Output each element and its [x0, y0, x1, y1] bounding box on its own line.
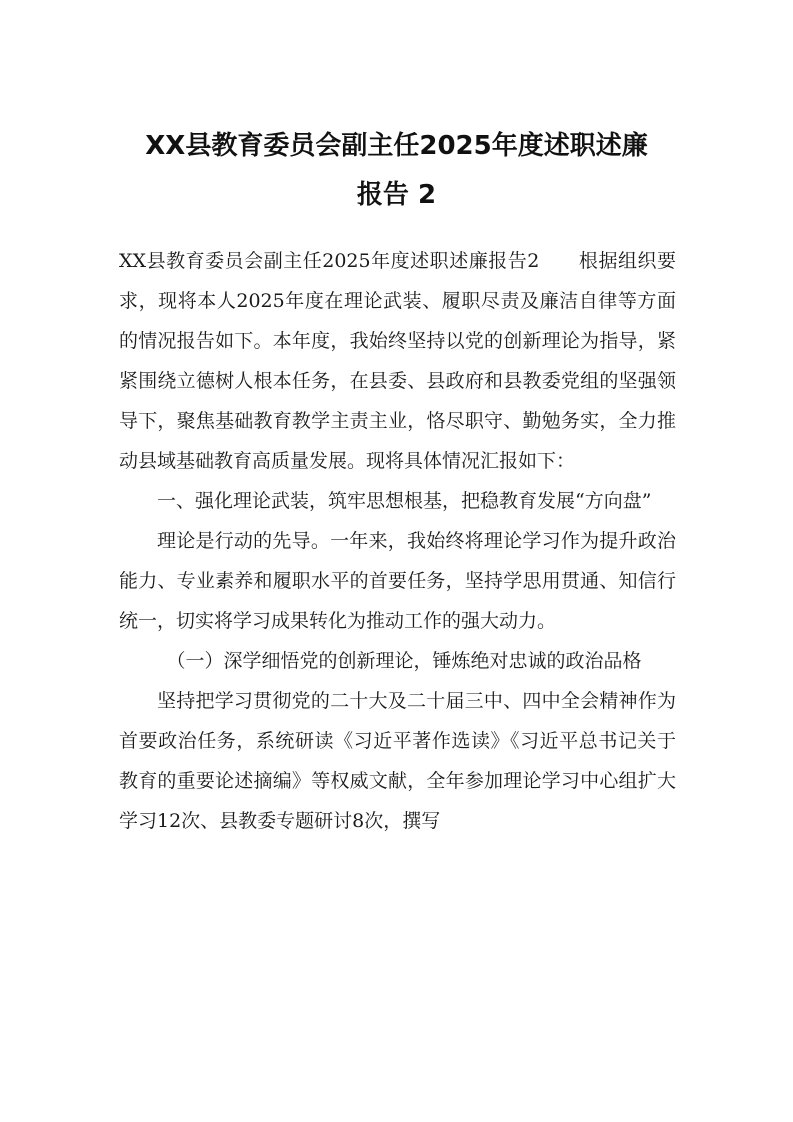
- section-heading-1: 一、强化理论武装，筑牢思想根基，把稳教育发展“方向盘”: [157, 490, 652, 512]
- intro-paragraph: XX县教育委员会副主任2025年度述职述廉报告2 根据组织要求，现将本人2025年度在理论武装、履职尽责及廉洁自律等方面的情况报告如下。本年度，我始终坚持以党的创新理论为指导，紧紧围绕立德树人根本任务，在县委、县政府和县教委党组的坚强领导下，聚焦基础教育教学主责主业，恪尽职守、勤勉务实，全力推动县域基础教育高质量发展。现将具体情况汇报如下：: [119, 250, 676, 472]
- subsection-1-paragraph: 坚持把学习贯彻党的二十大及二十届三中、四中全会精神作为首要政治任务，系统研读《习近平著作选读》《习近平总书记关于教育的重要论述摘编》等权威文献，全年参加理论学习中心组扩大学习12次、县教委专题研讨8次，撰写: [119, 690, 676, 832]
- document-title-line-1: XX县教育委员会副主任2025年度述职述廉: [145, 131, 648, 161]
- document-body: [119, 241, 676, 841]
- document-title-line-2: 报告 2: [356, 180, 437, 210]
- section-1-paragraph: 理论是行动的先导。一年来，我始终将理论学习作为提升政治能力、专业素养和履职水平的首要任务，坚持学思用贯通、知信行统一，切实将学习成果转化为推动工作的强大动力。: [119, 530, 676, 632]
- subsection-heading-1: （一）深学细悟党的创新理论，锤炼绝对忠诚的政治品格: [166, 650, 642, 672]
